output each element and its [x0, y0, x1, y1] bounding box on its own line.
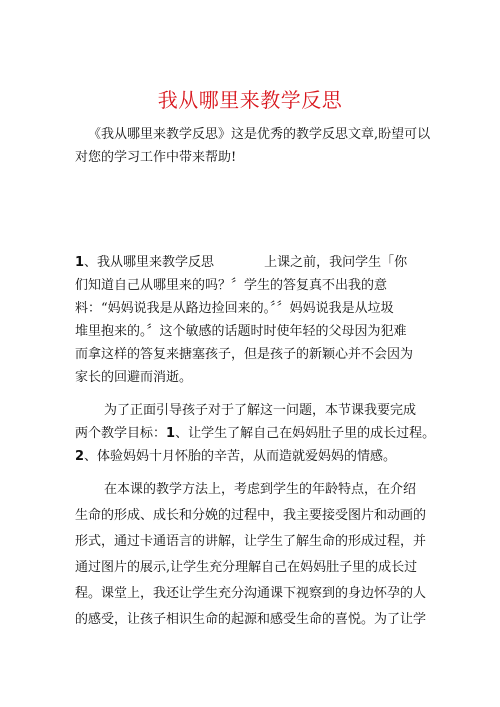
list-number: 2: [75, 449, 85, 464]
intro-line: 对您的学习工作中带来帮助!: [75, 150, 237, 165]
paragraph-text: 、让学生了解自己在妈妈肚子里的成长过程。: [175, 426, 436, 441]
paragraph-line: [75, 448, 396, 466]
paragraph-line: 而拿这样的答复来搪塞孩子，但是孩子的新颖心并不会因为: [75, 347, 414, 362]
paragraph-line: 为了正面引导孩子对于了解这一问题，本节课我要完成: [104, 403, 417, 418]
list-number: 1: [166, 426, 176, 441]
paragraph-text: 、体验妈妈十月怀胎的辛苦，从而造就爱妈妈的情感。: [84, 449, 397, 464]
paragraph-line: 们知道自己从哪里来的吗？〞学生的答复真不出我的意: [75, 278, 388, 293]
paragraph-line: 在本课的教学方法上，考虑到学生的年龄特点，在介绍: [104, 482, 417, 497]
section-heading-line: [75, 254, 407, 272]
intro-line: 《我从哪里来教学反思》这是优秀的教学反思文章,盼望可以: [88, 127, 431, 142]
paragraph-line: 料：“妈妈说我是从路边捡回来的。〞〞妈妈说我是从垃圾: [75, 301, 394, 316]
paragraph-line: 形式，通过卡通语言的讲解，让学生了解生命的形成过程，并: [75, 534, 427, 549]
section-heading: 、我从哪里来教学反思: [84, 255, 215, 270]
section-number: 1: [75, 255, 85, 270]
paragraph-line: [75, 425, 435, 443]
paragraph-text: 上课之前，我问学生「你: [264, 255, 408, 270]
paragraph-line: 通过图片的展示,让学生充分理解自己在妈妈肚子里的成长过: [75, 560, 418, 575]
paragraph-line: 的感受，让孩子相识生命的起源和感受生命的喜悦。为了让学: [75, 612, 427, 627]
paragraph-text: 两个教学目标：: [75, 426, 167, 441]
paragraph-line: 家长的回避而消逝。: [75, 370, 193, 385]
paragraph-line: 程。课堂上，我还让学生充分沟通课下视察到的身边怀孕的人: [75, 586, 427, 601]
paragraph-line: 堆里抱来的。〞这个敏感的话题时时使年轻的父母因为犯难: [75, 324, 407, 339]
paragraph-line: 生命的形成、成长和分娩的过程中，我主要接受图片和动画的: [75, 508, 427, 523]
document-title: 我从哪里来教学反思: [157, 88, 343, 112]
